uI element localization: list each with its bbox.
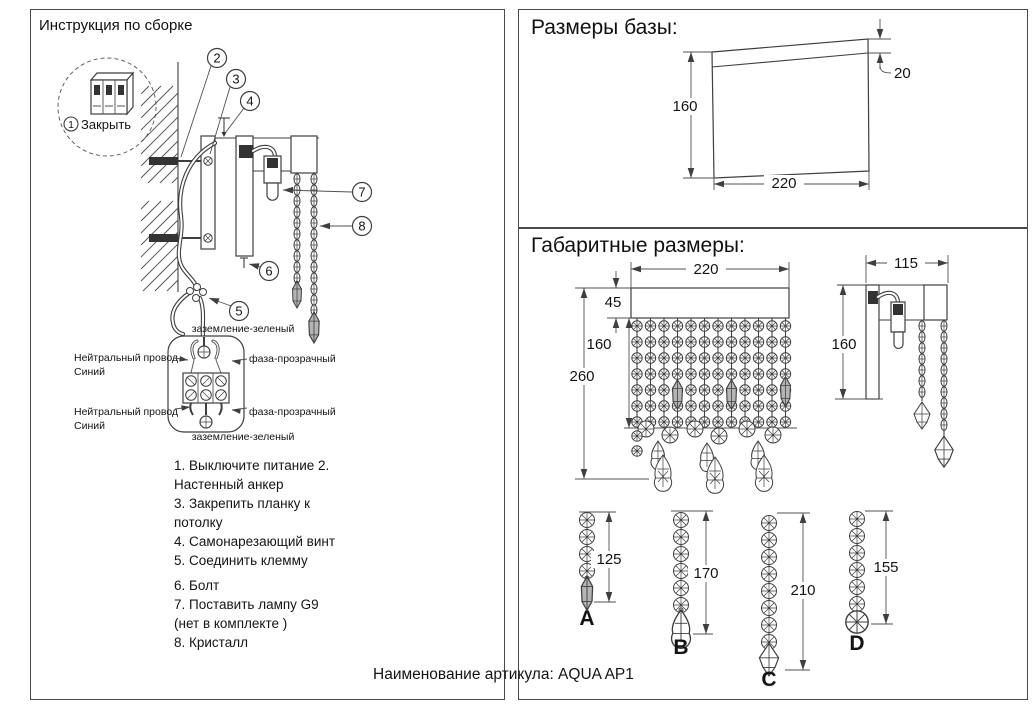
dim-base-depth	[868, 19, 911, 82]
crystal-chain-long	[309, 173, 319, 343]
assembly-steps-list	[174, 456, 394, 652]
step-line: 6. Болт	[174, 578, 220, 593]
pendant-b-drawing	[671, 511, 724, 659]
callout-5	[208, 295, 249, 321]
callout-4	[226, 92, 260, 133]
side-height-value: 160	[831, 336, 857, 353]
base-width-value: 220	[771, 175, 797, 192]
step-line: 4. Самонарезающий винт	[174, 534, 336, 549]
front-base-height-value: 45	[604, 294, 622, 311]
crystal-chain-short	[293, 173, 302, 308]
side-chain-back	[935, 320, 953, 467]
ground-bottom-label: заземление-зеленый	[191, 431, 295, 443]
pendant-a-length: 125	[596, 551, 622, 568]
neutral2-label: Нейтральный провод	[74, 406, 179, 418]
wall-hatch	[141, 62, 203, 292]
side-chain-front	[914, 320, 930, 429]
phase2-label: фаза-прозрачный	[249, 406, 336, 418]
breaker-step-number: 1	[68, 119, 74, 131]
base-dimensions-panel	[518, 9, 1028, 228]
overall-panel-title: Габаритные размеры:	[531, 234, 745, 257]
pendant-d-length: 155	[873, 559, 899, 576]
neutral1-label: Нейтральный провод	[74, 352, 179, 364]
step-line: 5. Соединить клемму	[174, 553, 308, 568]
base-depth-value: 20	[894, 65, 911, 82]
pendant-d-drawing	[846, 511, 904, 655]
step-line: 7. Поставить лампу G9	[174, 597, 319, 612]
base-height-value: 160	[672, 98, 698, 115]
base-dimensions-drawing	[519, 10, 1027, 226]
ground-top-label: заземление-зеленый	[191, 323, 295, 335]
dim-front-base-height	[575, 271, 631, 333]
assembly-panel-title: Инструкция по сборке	[39, 17, 193, 34]
svg-text:7: 7	[358, 184, 366, 200]
pendant-b-length: 170	[693, 565, 719, 582]
neutral1-label2: Синий	[74, 366, 105, 378]
svg-text:3: 3	[232, 71, 240, 87]
svg-text:4: 4	[246, 93, 254, 109]
pendant-d-label: D	[849, 632, 865, 655]
svg-text:2: 2	[213, 50, 221, 66]
step-line: 8. Кристалл	[174, 635, 248, 650]
curtain-bottom-pendants	[632, 421, 781, 493]
step-line: (нет в комплекте )	[174, 616, 288, 631]
terminal-block-diagram	[168, 336, 244, 432]
pendant-a-drawing	[579, 512, 627, 630]
breaker-label: Закрыть	[81, 117, 132, 132]
phase1-label: фаза-прозрачный	[249, 353, 336, 365]
step-line: потолку	[174, 515, 223, 530]
front-total-height-value: 260	[569, 368, 595, 385]
callout-6	[248, 261, 278, 281]
front-curtain-height-value: 160	[586, 336, 612, 353]
base-plate-drawing	[712, 39, 869, 178]
svg-text:8: 8	[358, 218, 366, 234]
overall-dimensions-panel	[518, 228, 1028, 700]
step-line: 1. Выключите питание 2.	[174, 458, 330, 473]
pendant-b-label: B	[673, 636, 689, 659]
svg-text:5: 5	[235, 303, 243, 319]
front-width-value: 220	[693, 261, 719, 278]
side-view-drawing	[825, 255, 953, 467]
neutral2-label2: Синий	[74, 420, 105, 432]
svg-text:6: 6	[265, 263, 273, 279]
lamp-body	[215, 136, 319, 268]
step-line: Настенный анкер	[174, 477, 284, 492]
assembly-instructions-panel	[30, 9, 505, 700]
g9-bulb-side	[894, 332, 903, 349]
dim-front-width	[631, 261, 789, 288]
g9-bulb	[267, 183, 278, 200]
article-name-label: Наименование артикула: AQUA AP1	[373, 666, 634, 683]
pendant-c-label: C	[761, 668, 777, 691]
assembly-diagram	[31, 40, 506, 460]
pendant-c-length: 210	[790, 582, 816, 599]
dim-base-height	[666, 52, 718, 178]
callout-8	[320, 217, 372, 236]
pendant-a-label: A	[579, 607, 595, 630]
overall-dimensions-drawing	[519, 229, 1027, 698]
side-width-value: 115	[894, 255, 918, 272]
dim-side-width	[866, 255, 948, 283]
step-line: 3. Закрепить планку к	[174, 496, 311, 511]
pendant-c-drawing	[759, 513, 821, 691]
crystal-curtain	[632, 318, 791, 428]
front-view-drawing	[563, 261, 797, 493]
base-panel-title: Размеры базы:	[531, 16, 678, 39]
